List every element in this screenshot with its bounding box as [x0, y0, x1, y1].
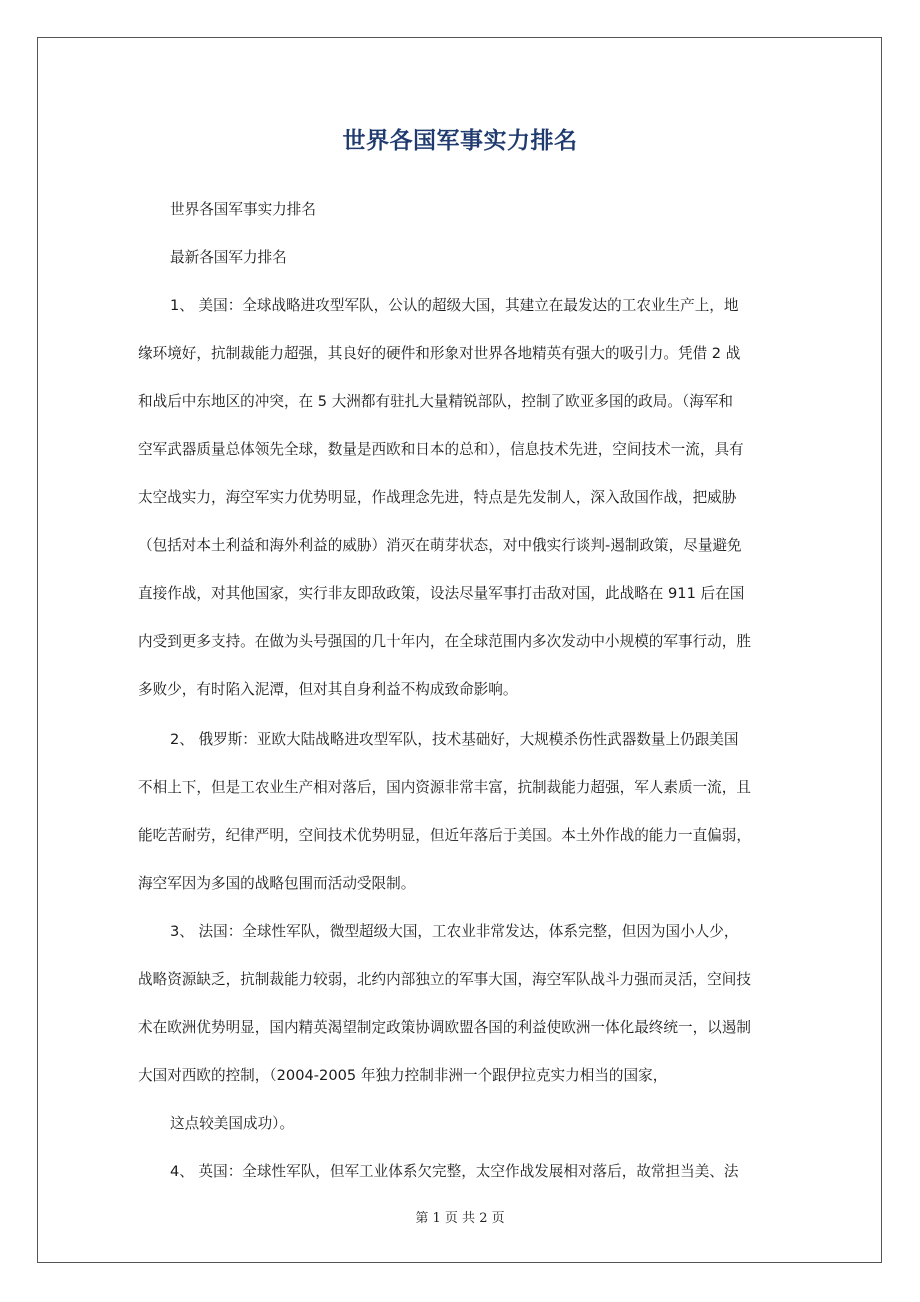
item-2-line-1: 2、 俄罗斯：亚欧大陆战略进攻型军队，技术基础好，大规模杀伤性武器数量上仍跟美国	[170, 731, 739, 748]
item-3-line-1: 3、 法国：全球性军队，微型超级大国，工农业非常发达，体系完整，但因为国小人少，	[170, 923, 739, 940]
item-1-line-2: 缘环境好，抗制裁能力超强，其良好的硬件和形象对世界各地精英有强大的吸引力。凭借 2 战	[138, 345, 741, 362]
item-1-line-4: 空军武器质量总体领先全球，数量是西欧和日本的总和），信息技术先进，空间技术一流，具有	[138, 441, 744, 458]
item-1-line-5: 太空战实力，海空军实力优势明显，作战理念先进，特点是先发制人，深入敌国作战，把威胁	[138, 489, 737, 506]
item-4-line-1: 4、 英国：全球性军队，但军工业体系欠完整，太空作战发展相对落后，故常担当美、法	[170, 1163, 739, 1180]
item-3-line-5: 这点较美国成功）。	[170, 1115, 295, 1132]
item-1-line-6: （包括对本土利益和海外利益的威胁）消灭在萌芽状态，对中俄实行谈判-遏制政策，尽量避免	[138, 537, 742, 554]
item-1-line-8: 内受到更多支持。在做为头号强国的几十年内，在全球范围内多次发动中小规模的军事行动，胜	[138, 633, 751, 650]
item-3-line-2: 战略资源缺乏，抗制裁能力较弱，北约内部独立的军事大国，海空军队战斗力强而灵活，空间技	[138, 971, 751, 988]
item-1-line-9: 多败少，有时陷入泥潭，但对其自身利益不构成致命影响。	[138, 681, 518, 698]
item-3-line-3: 术在欧洲优势明显，国内精英渴望制定政策协调欧盟各国的利益使欧洲一体化最终统一，以遏制	[138, 1019, 751, 1036]
item-2-line-2: 不相上下，但是工农业生产相对落后，国内资源非常丰富，抗制裁能力超强，军人素质一流，且	[138, 779, 751, 796]
subtitle: 世界各国军事实力排名	[170, 201, 316, 218]
document-title: 世界各国军事实力排名	[342, 128, 578, 154]
item-1-line-7: 直接作战，对其他国家，实行非友即敌政策，设法尽量军事打击敌对国，此战略在 911 后在国	[138, 585, 745, 602]
page-footer: 第 1 页 共 2 页	[415, 1211, 505, 1226]
item-3-line-4: 大国对西欧的控制，（2004-2005 年独力控制非洲一个跟伊拉克实力相当的国家，	[138, 1067, 668, 1084]
item-2-line-4: 海空军因为多国的战略包围而活动受限制。	[138, 875, 416, 892]
section-heading: 最新各国军力排名	[170, 249, 287, 266]
item-2-line-3: 能吃苦耐劳，纪律严明，空间技术优势明显，但近年落后于美国。本土外作战的能力一直偏弱，	[138, 827, 751, 844]
item-1-line-3: 和战后中东地区的冲突，在 5 大洲都有驻扎大量精锐部队，控制了欧亚多国的政局。（海军和	[138, 393, 734, 410]
item-1-line-1: 1、 美国：全球战略进攻型军队，公认的超级大国，其建立在最发达的工农业生产上，地	[170, 297, 739, 314]
